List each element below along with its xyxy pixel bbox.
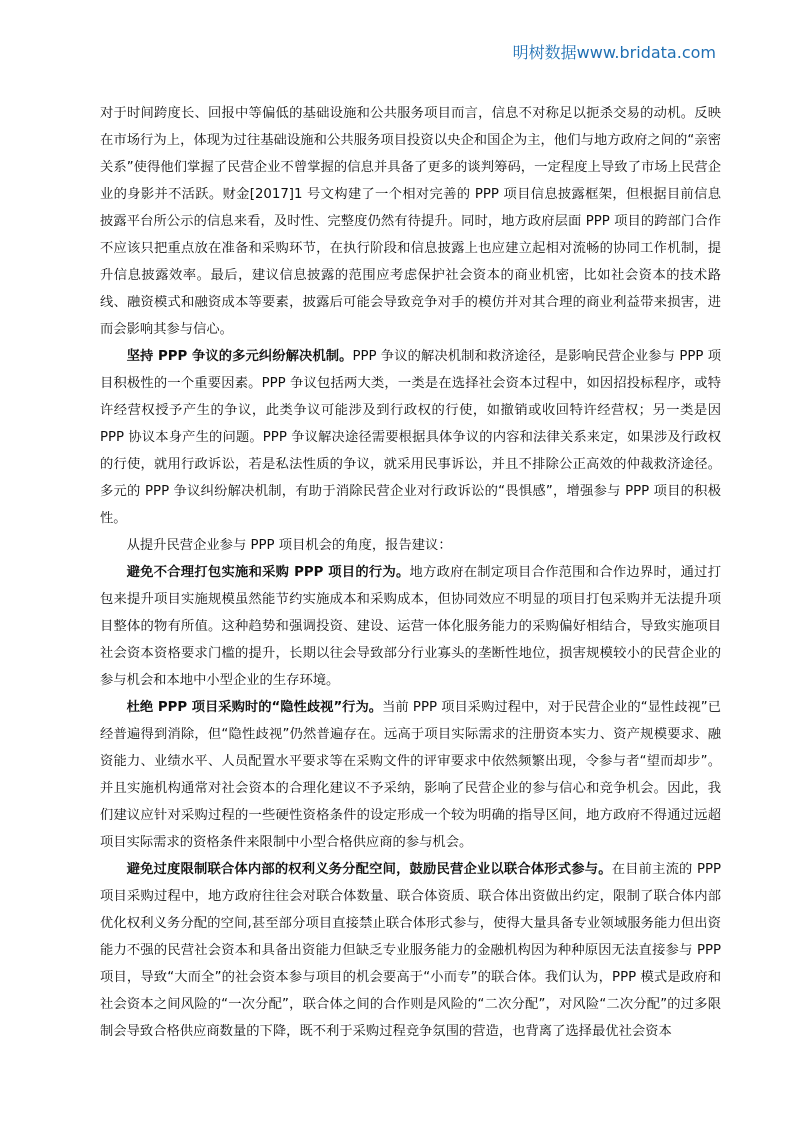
- paragraph-bundling: [100, 559, 721, 694]
- paragraph-lead: 避免不合理打包实施和采购 PPP 项目的行为。: [126, 565, 410, 580]
- paragraph-text: 对于时间跨度长、回报中等偏低的基础设施和公共服务项目而言，信息不对称足以扼杀交易的动机。反映在市场行为上，体现为过往基础设施和公共服务项目投资以央企和国企为主，他们与地方政府之间的“亲密关系”使得他们掌握了民营企业不曾掌握的信息并具备了更多的谈判筹码，一定程度上导致了市场上民营企业的身影并不活跃。财金[2017]1 号文构建了一个相对完善的 PPP 项目信息披露框架，但根据目前信息披露平台所公示的信息来看，及时性、完整度仍然有待提升。同时，地方政府层面 PPP 项目的跨部门合作不应该只把重点放在准备和采购环节，在执行阶段和信息披露上也应建立起相对流畅的协同工作机制，提升信息披露效率。最后，建议信息披露的范围应考虑保护社会资本的商业机密，比如社会资本的技术路线、融资模式和融资成本等要素，披露后可能会导致竞争对手的模仿并对其合理的商业利益带来损害，进而会影响其参与信心。: [100, 106, 721, 337]
- paragraph-text: 地方政府在制定项目合作范围和合作边界时，通过打包来提升项目实施规模虽然能节约实施成本和采购成本，但协同效应不明显的项目打包采购并无法提升项目整体的物有所值。这种趋势和强调投资、建设、运营一体化服务能力的采购偏好相结合，导致实施项目社会资本资格要求门槛的提升，长期以往会导致部分行业寡头的垄断性地位，损害规模较小的民营企业的参与机会和本地中小型企业的生存环境。: [100, 565, 721, 688]
- paragraph-hidden-discrimination: [100, 694, 721, 856]
- paragraph-dispute-resolution: [100, 343, 721, 532]
- paragraph-consortium: [100, 856, 721, 1045]
- paragraph-text: 在目前主流的 PPP 项目采购过程中，地方政府往往会对联合体数量、联合体资质、联合体出资做出约定，限制了联合体内部优化权利义务分配的空间,甚至部分项目直接禁止联合体形式参与，使得大量具备专业领域服务能力但出资能力不强的民营社会资本和具备出资能力但缺乏专业服务能力的金融机构因为种种原因无法直接参与 PPP 项目，导致“大而全”的社会资本参与项目的机会要高于“小而专”的联合体。我们认为，PPP 模式是政府和社会资本之间风险的“一次分配”，联合体之间的合作则是风险的“二次分配”，对风险“二次分配”的过多限制会导致合格供应商数量的下降，既不利于采购过程竞争氛围的营造，也背离了选择最优社会资本: [100, 862, 721, 1039]
- paragraph-text: 当前 PPP 项目采购过程中，对于民营企业的“显性歧视”已经普遍得到消除，但“隐性歧视”仍然普遍存在。远高于项目实际需求的注册资本实力、资产规模要求、融资能力、业绩水平、人员配置水平要求等在采购文件的评审要求中依然频繁出现，令参与者“望而却步”。并且实施机构通常对社会资本的合理化建议不予采纳，影响了民营企业的参与信心和竞争机会。因此，我们建议应针对采购过程的一些硬性资格条件的设定形成一个较为明确的指导区间，地方政府不得通过远超项目实际需求的资格条件来限制中小型合格供应商的参与机会。: [100, 700, 721, 850]
- paragraph-lead: 杜绝 PPP 项目采购时的“隐性歧视”行为。: [126, 700, 383, 715]
- page-header-site: 明树数据www.bridata.com: [512, 43, 716, 62]
- paragraph-lead: 坚持 PPP 争议的多元纠纷解决机制。: [126, 349, 353, 364]
- paragraph-lead: 避免过度限制联合体内部的权利义务分配空间，鼓励民营企业以联合体形式参与。: [126, 862, 612, 877]
- document-body: [100, 100, 721, 1045]
- paragraph-text: 从提升民营企业参与 PPP 项目机会的角度，报告建议：: [126, 538, 452, 553]
- paragraph-report-suggestion: [100, 532, 721, 559]
- paragraph-information-asymmetry: [100, 100, 721, 343]
- paragraph-text: PPP 争议的解决机制和救济途径，是影响民营企业参与 PPP 项目积极性的一个重要因素。PPP 争议包括两大类，一类是在选择社会资本过程中，如因招投标程序，或特许经营权授予产生的争议，此类争议可能涉及到行政权的行使，如撤销或收回特许经营权；另一类是因 PPP 协议本身产生的问题。PPP 争议解决途径需要根据具体争议的内容和法律关系来定，如果涉及行政权的行使，就用行政诉讼，若是私法性质的争议，就采用民事诉讼，并且不排除公正高效的仲裁救济途径。多元的 PPP 争议纠纷解决机制，有助于消除民营企业对行政诉讼的“畏惧感”，增强参与 PPP 项目的积极性。: [100, 349, 721, 526]
